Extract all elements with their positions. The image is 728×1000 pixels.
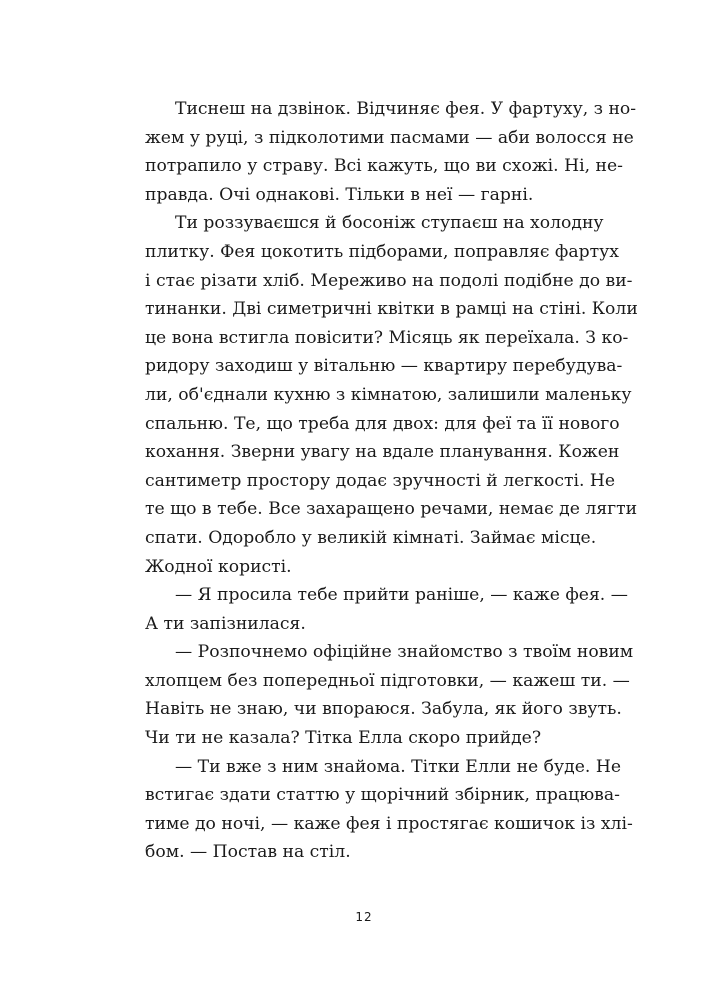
text-line: ридору заходиш у вітальню — квартиру перебудува- <box>145 356 623 377</box>
text-line: спальню. Те, що треба для двох: для феї та її нового <box>145 413 620 434</box>
text-line: тиме до ночі, — каже фея і простягає кошичок із хлі- <box>145 813 633 834</box>
text-line: ли, об'єднали кухню з кімнатою, залишили маленьку <box>145 384 632 405</box>
text-line: плитку. Фея цокотить підборами, поправляє фартух <box>145 241 619 262</box>
text-line: і стає різати хліб. Мереживо на подолі подібне до ви- <box>145 270 633 291</box>
text-line: Тиснеш на дзвінок. Відчиняє фея. У фартуху, з но- <box>175 99 637 119</box>
text-line: Ти роззуваєшся й босоніж ступаєш на холодну <box>175 213 604 234</box>
text-line: потрапило у страву. Всі кажуть, що ви схожі. Ні, не- <box>145 156 623 177</box>
text-line: — Ти вже з ним знайома. Тітки Елли не буде. Не <box>175 756 621 777</box>
text-line: Чи ти не казала? Тітка Елла скоро прийде? <box>145 728 542 749</box>
text-line: — Я просила тебе прийти раніше, — каже фея. — <box>175 585 628 606</box>
text-line: хлопцем без попередньої підготовки, — кажеш ти. — <box>145 670 630 691</box>
text-line: — Розпочнемо офіційне знайомство з твоїм новим <box>175 642 634 663</box>
text-line: кохання. Зверни увагу на вдале планування. Кожен <box>145 442 620 463</box>
text-line: спати. Одоробло у великій кімнаті. Займає місце. <box>145 527 597 548</box>
page-number: 12 <box>355 910 373 924</box>
text-line: правда. Очі однакові. Тільки в неї — гарні. <box>145 184 534 205</box>
text-line: тинанки. Дві симетричні квітки в рамці на стіні. Коли <box>145 299 638 320</box>
text-line: жем у руці, з підколотими пасмами — аби волосся не <box>145 127 634 148</box>
text-line: бом. — Постав на стіл. <box>145 842 351 863</box>
text-line: А ти запізнилася. <box>145 613 306 634</box>
text-line: встигає здати статтю у щорічний збірник, працюва- <box>145 785 620 806</box>
text-line: Жодної користі. <box>145 556 292 577</box>
body-text <box>145 95 638 867</box>
text-line: сантиметр простору додає зручності й легкості. Не <box>145 470 616 491</box>
text-line: Навіть не знаю, чи впораюся. Забула, як його звуть. <box>145 699 622 720</box>
text-line: це вона встигла повісити? Місяць як переїхала. З ко- <box>145 327 629 348</box>
text-line: те що в тебе. Все захаращено речами, немає де лягти <box>145 499 638 520</box>
